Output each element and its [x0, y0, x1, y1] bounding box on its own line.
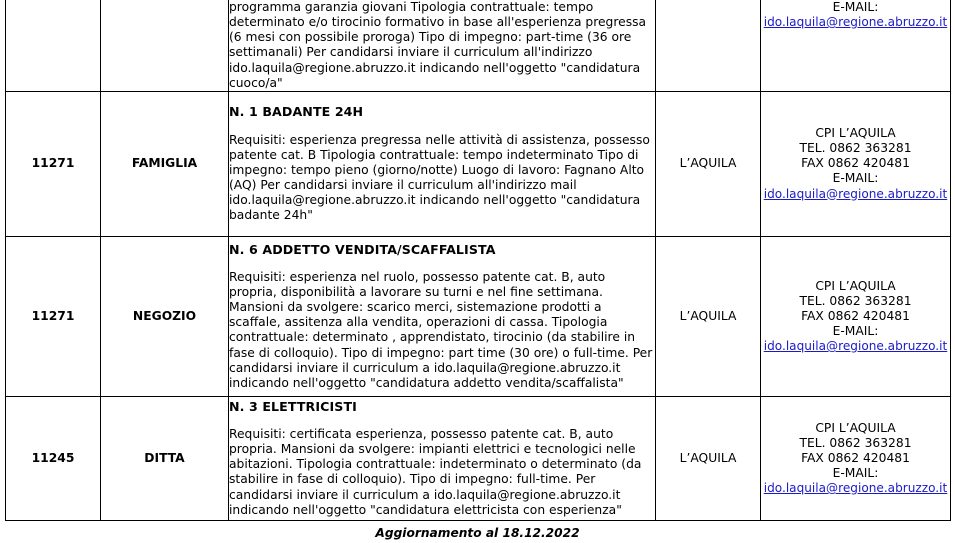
contact-tel: TEL. 0862 363281: [799, 141, 912, 156]
row-description: [229, 0, 656, 91]
row-location: L’AQUILA: [656, 236, 761, 396]
row-contact: [761, 396, 951, 520]
contact-email-label: E-MAIL:: [832, 465, 879, 480]
job-description-text: Requisiti: certificata esperienza, possesso patente cat. B, auto propria. Mansioni da svolgere: impianti elettrici e tecnologici nelle abitazioni. Tipologia contrattuale: indeterminato o determinato (da stabilire in fase di colloquio). Tipo di impegno: full-time. Per candidarsi inviare il curriculum a ido.laquila@regione.abruzzo.it indicando nell'oggetto "candidatura elettricista con esperienza": [229, 427, 642, 517]
job-title: N. 3 ELETTRICISTI: [229, 398, 357, 414]
job-title: N. 6 ADDETTO VENDITA/SCAFFALISTA: [229, 241, 496, 257]
contact-fax: FAX 0862 420481: [801, 450, 910, 465]
row-id: 11245: [6, 396, 101, 520]
job-offers-table: [5, 0, 951, 521]
contact-email-link[interactable]: ido.laquila@regione.abruzzo.it: [763, 15, 948, 30]
row-location: L’AQUILA: [656, 91, 761, 236]
row-location: L’AQUILA: [656, 396, 761, 520]
row-contact: [761, 91, 951, 236]
update-date-footer: Aggiornamento al 18.12.2022: [375, 526, 580, 540]
contact-email-label: E-MAIL:: [832, 171, 879, 186]
row-contact: [761, 236, 951, 396]
row-description: [229, 236, 656, 396]
contact-email-link[interactable]: ido.laquila@regione.abruzzo.it: [763, 481, 948, 496]
contact-office: CPI L’AQUILA: [815, 420, 896, 435]
contact-tel: TEL. 0862 363281: [799, 435, 912, 450]
row-location: [656, 0, 761, 91]
row-employer: NEGOZIO: [101, 236, 229, 396]
contact-tel: TEL. 0862 363281: [799, 293, 912, 308]
contact-office: CPI L’AQUILA: [815, 278, 896, 293]
table-row: [6, 396, 951, 520]
row-id: 11271: [6, 91, 101, 236]
row-employer: FAMIGLIA: [101, 91, 229, 236]
row-id: [6, 0, 101, 91]
contact-email-link[interactable]: ido.laquila@regione.abruzzo.it: [763, 339, 948, 354]
job-description-text: Requisiti: esperienza pregressa nelle attività di assistenza, possesso patente cat. B Tipologia contrattuale: tempo indeterminato Tipo di impegno: tempo pieno (giorno/notte) Luogo di lavoro: Fagnano Alto (AQ) Per candidarsi inviare il curriculum all'indirizzo mail ido.laquila@regione.abruzzo.it indicando nell'oggetto "candidatura badante 24h": [229, 132, 650, 223]
row-description: [229, 396, 656, 520]
row-description: [229, 91, 656, 236]
contact-fax: FAX 0862 420481: [801, 308, 910, 323]
contact-office: CPI L’AQUILA: [815, 126, 896, 141]
row-employer: DITTA: [101, 396, 229, 520]
table-row: [6, 236, 951, 396]
contact-email-label: E-MAIL:: [832, 0, 879, 14]
row-contact: [761, 0, 951, 91]
job-description-text: Requisiti: esperienza nel ruolo, possesso patente cat. B, auto propria, disponibilità a lavorare su turni e nel fine settimana. Mansioni da svolgere: scarico merci, sistemazione prodotti a scaffale, assitenza alla vendita, operazioni di cassa. Tipologia contrattuale: determinato , apprendistato, tirocinio (da stabilire in fase di colloquio). Tipo di impegno: part time (30 ore) o full-time. Per candidarsi inviare il curriculum a ido.laquila@regione.abruzzo.it indicando nell'oggetto "candidatura addetto vendita/scaffalista": [229, 269, 653, 390]
table-row: [6, 91, 951, 236]
contact-email-link[interactable]: ido.laquila@regione.abruzzo.it: [763, 186, 948, 201]
row-employer: [101, 0, 229, 91]
row-id: 11271: [6, 236, 101, 396]
table-row: [6, 0, 951, 91]
contact-fax: FAX 0862 420481: [801, 156, 910, 171]
job-title: N. 1 BADANTE 24H: [229, 104, 364, 120]
contact-email-label: E-MAIL:: [832, 323, 879, 338]
job-description-text: programma garanzia giovani Tipologia contrattuale: tempo determinato e/o tirocinio formativo in base all'esperienza pregressa (6 mesi con possibile proroga) Tipo di impegno: part-time (36 ore settimanali) Per candidarsi inviare il curriculum all'indirizzo ido.laquila@regione.abruzzo.it indicando nell'oggetto "candidatura cuoco/a": [229, 0, 647, 90]
